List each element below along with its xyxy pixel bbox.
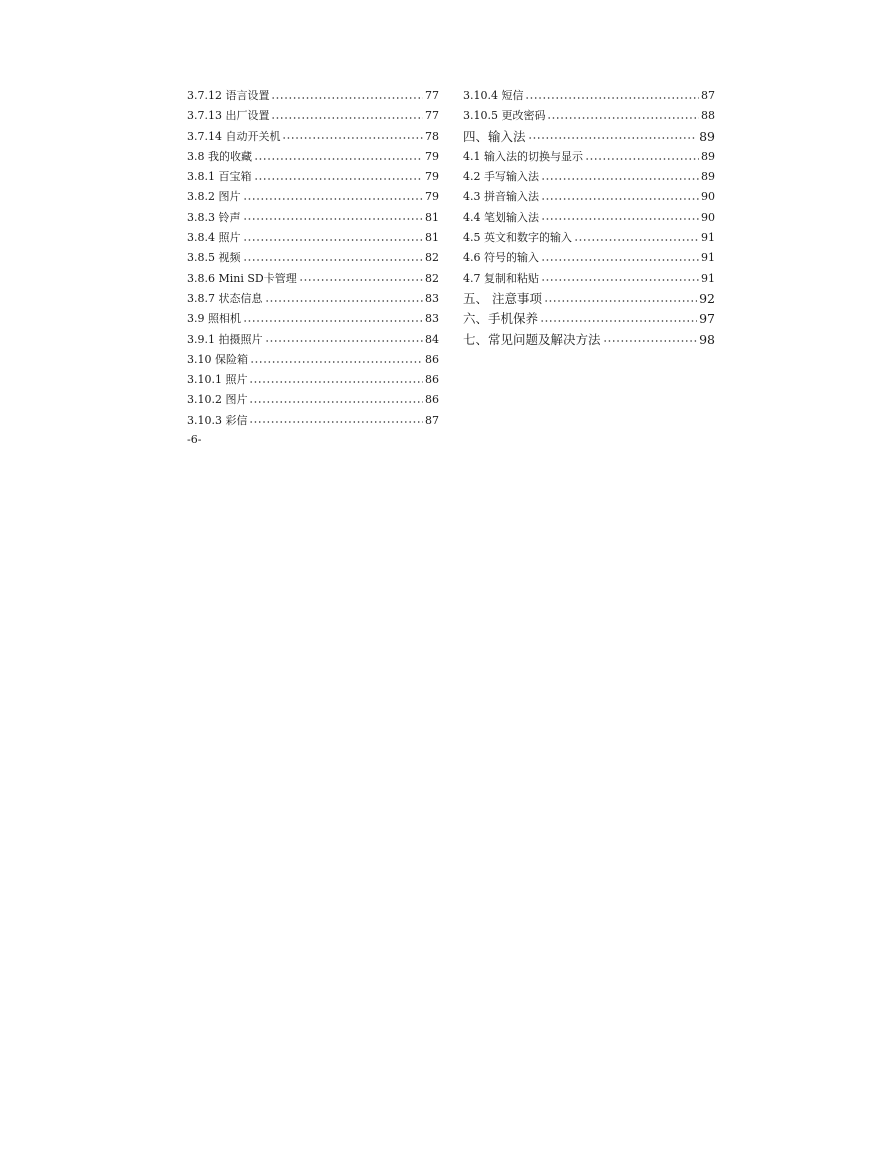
toc-entry-title: 3.7.12 语言设置	[187, 89, 270, 102]
toc-entry[interactable]	[187, 228, 439, 248]
toc-chapter-entry[interactable]	[463, 309, 715, 329]
toc-entry-page: 91	[701, 231, 715, 245]
toc-entry[interactable]	[187, 330, 439, 350]
toc-entry[interactable]	[463, 228, 715, 248]
toc-dot-leader	[243, 239, 424, 241]
toc-entry-title: 七、常见问题及解决方法	[463, 331, 601, 347]
toc-dot-leader	[282, 137, 423, 139]
page-number: -6-	[187, 433, 202, 446]
toc-chapter-entry[interactable]	[463, 330, 715, 350]
toc-entry-page: 89	[701, 170, 715, 184]
toc-entry[interactable]	[187, 350, 439, 370]
toc-dot-leader	[250, 361, 423, 363]
toc-dot-leader	[544, 300, 697, 302]
toc-entry-title: 3.8.7 状态信息	[187, 291, 263, 305]
toc-entry[interactable]	[463, 147, 715, 167]
toc-chapter-entry[interactable]	[463, 289, 715, 309]
toc-entry[interactable]	[187, 370, 439, 390]
toc-entry[interactable]	[463, 106, 715, 126]
toc-entry[interactable]	[463, 187, 715, 207]
toc-entry-page: 86	[425, 393, 439, 407]
toc-entry-title: 3.8.5 视频	[187, 251, 241, 265]
toc-dot-leader	[243, 218, 424, 220]
toc-entry-title: 4.5 英文和数字的输入	[463, 231, 572, 245]
toc-dot-leader	[299, 279, 423, 281]
toc-dot-leader	[271, 117, 423, 119]
toc-entry-title: 4.7 复制和粘贴	[463, 271, 539, 285]
toc-entry-title: 四、输入法	[463, 128, 526, 144]
toc-entry[interactable]	[187, 248, 439, 268]
toc-entry[interactable]	[187, 411, 439, 431]
toc-entry-title: 3.8 我的收藏	[187, 149, 252, 163]
toc-column-right	[463, 86, 715, 350]
toc-entry-title: 3.10 保险箱	[187, 352, 248, 366]
toc-entry[interactable]	[187, 289, 439, 309]
toc-dot-leader	[254, 178, 424, 180]
toc-entry-title: 4.1 输入法的切换与显示	[463, 149, 583, 163]
toc-dot-leader	[540, 320, 697, 322]
toc-entry[interactable]	[463, 208, 715, 228]
toc-dot-leader	[528, 137, 698, 139]
toc-entry-page: 87	[425, 413, 439, 427]
toc-chapter-entry[interactable]	[463, 127, 715, 147]
toc-entry-title: 六、手机保养	[463, 311, 539, 327]
toc-dot-leader	[265, 300, 424, 302]
toc-entry-page: 90	[701, 190, 715, 204]
toc-entry[interactable]	[187, 167, 439, 187]
toc-entry[interactable]	[187, 269, 439, 289]
toc-dot-leader	[271, 97, 423, 99]
toc-entry[interactable]	[187, 208, 439, 228]
toc-entry-title: 3.10.1 照片	[187, 373, 248, 387]
toc-entry-page: 83	[425, 312, 439, 326]
toc-entry-page: 82	[425, 251, 439, 265]
toc-entry-title: 3.7.14 自动开关机	[187, 129, 281, 143]
toc-dot-leader	[547, 117, 699, 119]
toc-entry-page: 91	[701, 251, 715, 265]
toc-entry[interactable]	[187, 390, 439, 410]
toc-dot-leader	[249, 381, 423, 383]
toc-entry-page: 98	[699, 331, 715, 347]
toc-entry-page: 79	[425, 170, 439, 184]
toc-entry-page: 88	[701, 109, 715, 123]
toc-entry-page: 89	[701, 149, 715, 163]
toc-entry[interactable]	[463, 167, 715, 187]
toc-entry[interactable]	[463, 86, 715, 106]
toc-entry[interactable]	[187, 147, 439, 167]
toc-entry-page: 79	[425, 190, 439, 204]
toc-dot-leader	[265, 340, 424, 342]
toc-dot-leader	[254, 158, 423, 160]
toc-entry-title: 3.8.4 照片	[187, 231, 241, 245]
toc-dot-leader	[243, 259, 424, 261]
toc-entry-page: 91	[701, 271, 715, 285]
toc-entry-title: 4.6 符号的输入	[463, 251, 539, 265]
toc-entry[interactable]	[463, 248, 715, 268]
toc-dot-leader	[541, 279, 699, 281]
toc-entry-page: 77	[425, 109, 439, 123]
toc-entry-title: 3.7.13 出厂设置	[187, 109, 270, 123]
toc-entry-title: 3.8.3 铃声	[187, 210, 241, 224]
toc-entry-page: 81	[425, 210, 439, 224]
toc-entry-page: 79	[425, 149, 439, 163]
toc-dot-leader	[585, 158, 699, 160]
toc-entry-title: 3.10.2 图片	[187, 393, 248, 407]
toc-entry-title: 3.10.3 彩信	[187, 413, 248, 427]
toc-entry[interactable]	[187, 309, 439, 329]
toc-entry-title: 3.10.4 短信	[463, 89, 524, 102]
toc-dot-leader	[541, 218, 699, 220]
toc-dot-leader	[249, 421, 423, 423]
toc-entry-title: 4.3 拼音输入法	[463, 190, 539, 204]
toc-dot-leader	[541, 198, 699, 200]
toc-entry-title: 3.9.1 拍摄照片	[187, 332, 263, 346]
toc-entry-page: 77	[425, 89, 439, 102]
toc-entry-title: 4.2 手写输入法	[463, 170, 539, 184]
toc-entry-title: 五、 注意事项	[463, 290, 542, 306]
toc-entry-title: 3.9 照相机	[187, 312, 241, 326]
toc-dot-leader	[525, 97, 699, 99]
toc-entry-page: 78	[425, 129, 439, 143]
toc-entry-title: 3.8.6 Mini SD卡管理	[187, 271, 297, 285]
toc-entry[interactable]	[187, 187, 439, 207]
toc-entry-page: 89	[699, 128, 715, 144]
toc-dot-leader	[243, 320, 423, 322]
toc-entry-page: 97	[699, 311, 715, 327]
toc-entry[interactable]	[463, 269, 715, 289]
toc-entry-title: 3.8.2 图片	[187, 190, 241, 204]
toc-entry-page: 90	[701, 210, 715, 224]
toc-dot-leader	[574, 239, 699, 241]
toc-entry[interactable]	[187, 86, 439, 106]
toc-entry-page: 87	[701, 89, 715, 102]
toc-entry-page: 84	[425, 332, 439, 346]
toc-entry-page: 86	[425, 352, 439, 366]
toc-dot-leader	[541, 178, 699, 180]
toc-dot-leader	[249, 401, 423, 403]
toc-entry-page: 86	[425, 373, 439, 387]
toc-entry-page: 82	[425, 271, 439, 285]
toc-dot-leader	[603, 340, 698, 342]
toc-entry-title: 3.8.1 百宝箱	[187, 170, 252, 184]
toc-dot-leader	[541, 259, 699, 261]
toc-entry-title: 3.10.5 更改密码	[463, 109, 546, 123]
toc-entry-page: 92	[699, 290, 715, 306]
toc-column-left	[187, 86, 439, 431]
toc-entry-page: 83	[425, 291, 439, 305]
toc-entry[interactable]	[187, 106, 439, 126]
toc-entry[interactable]	[187, 127, 439, 147]
toc-dot-leader	[243, 198, 424, 200]
toc-entry-page: 81	[425, 231, 439, 245]
toc-entry-title: 4.4 笔划输入法	[463, 210, 539, 224]
